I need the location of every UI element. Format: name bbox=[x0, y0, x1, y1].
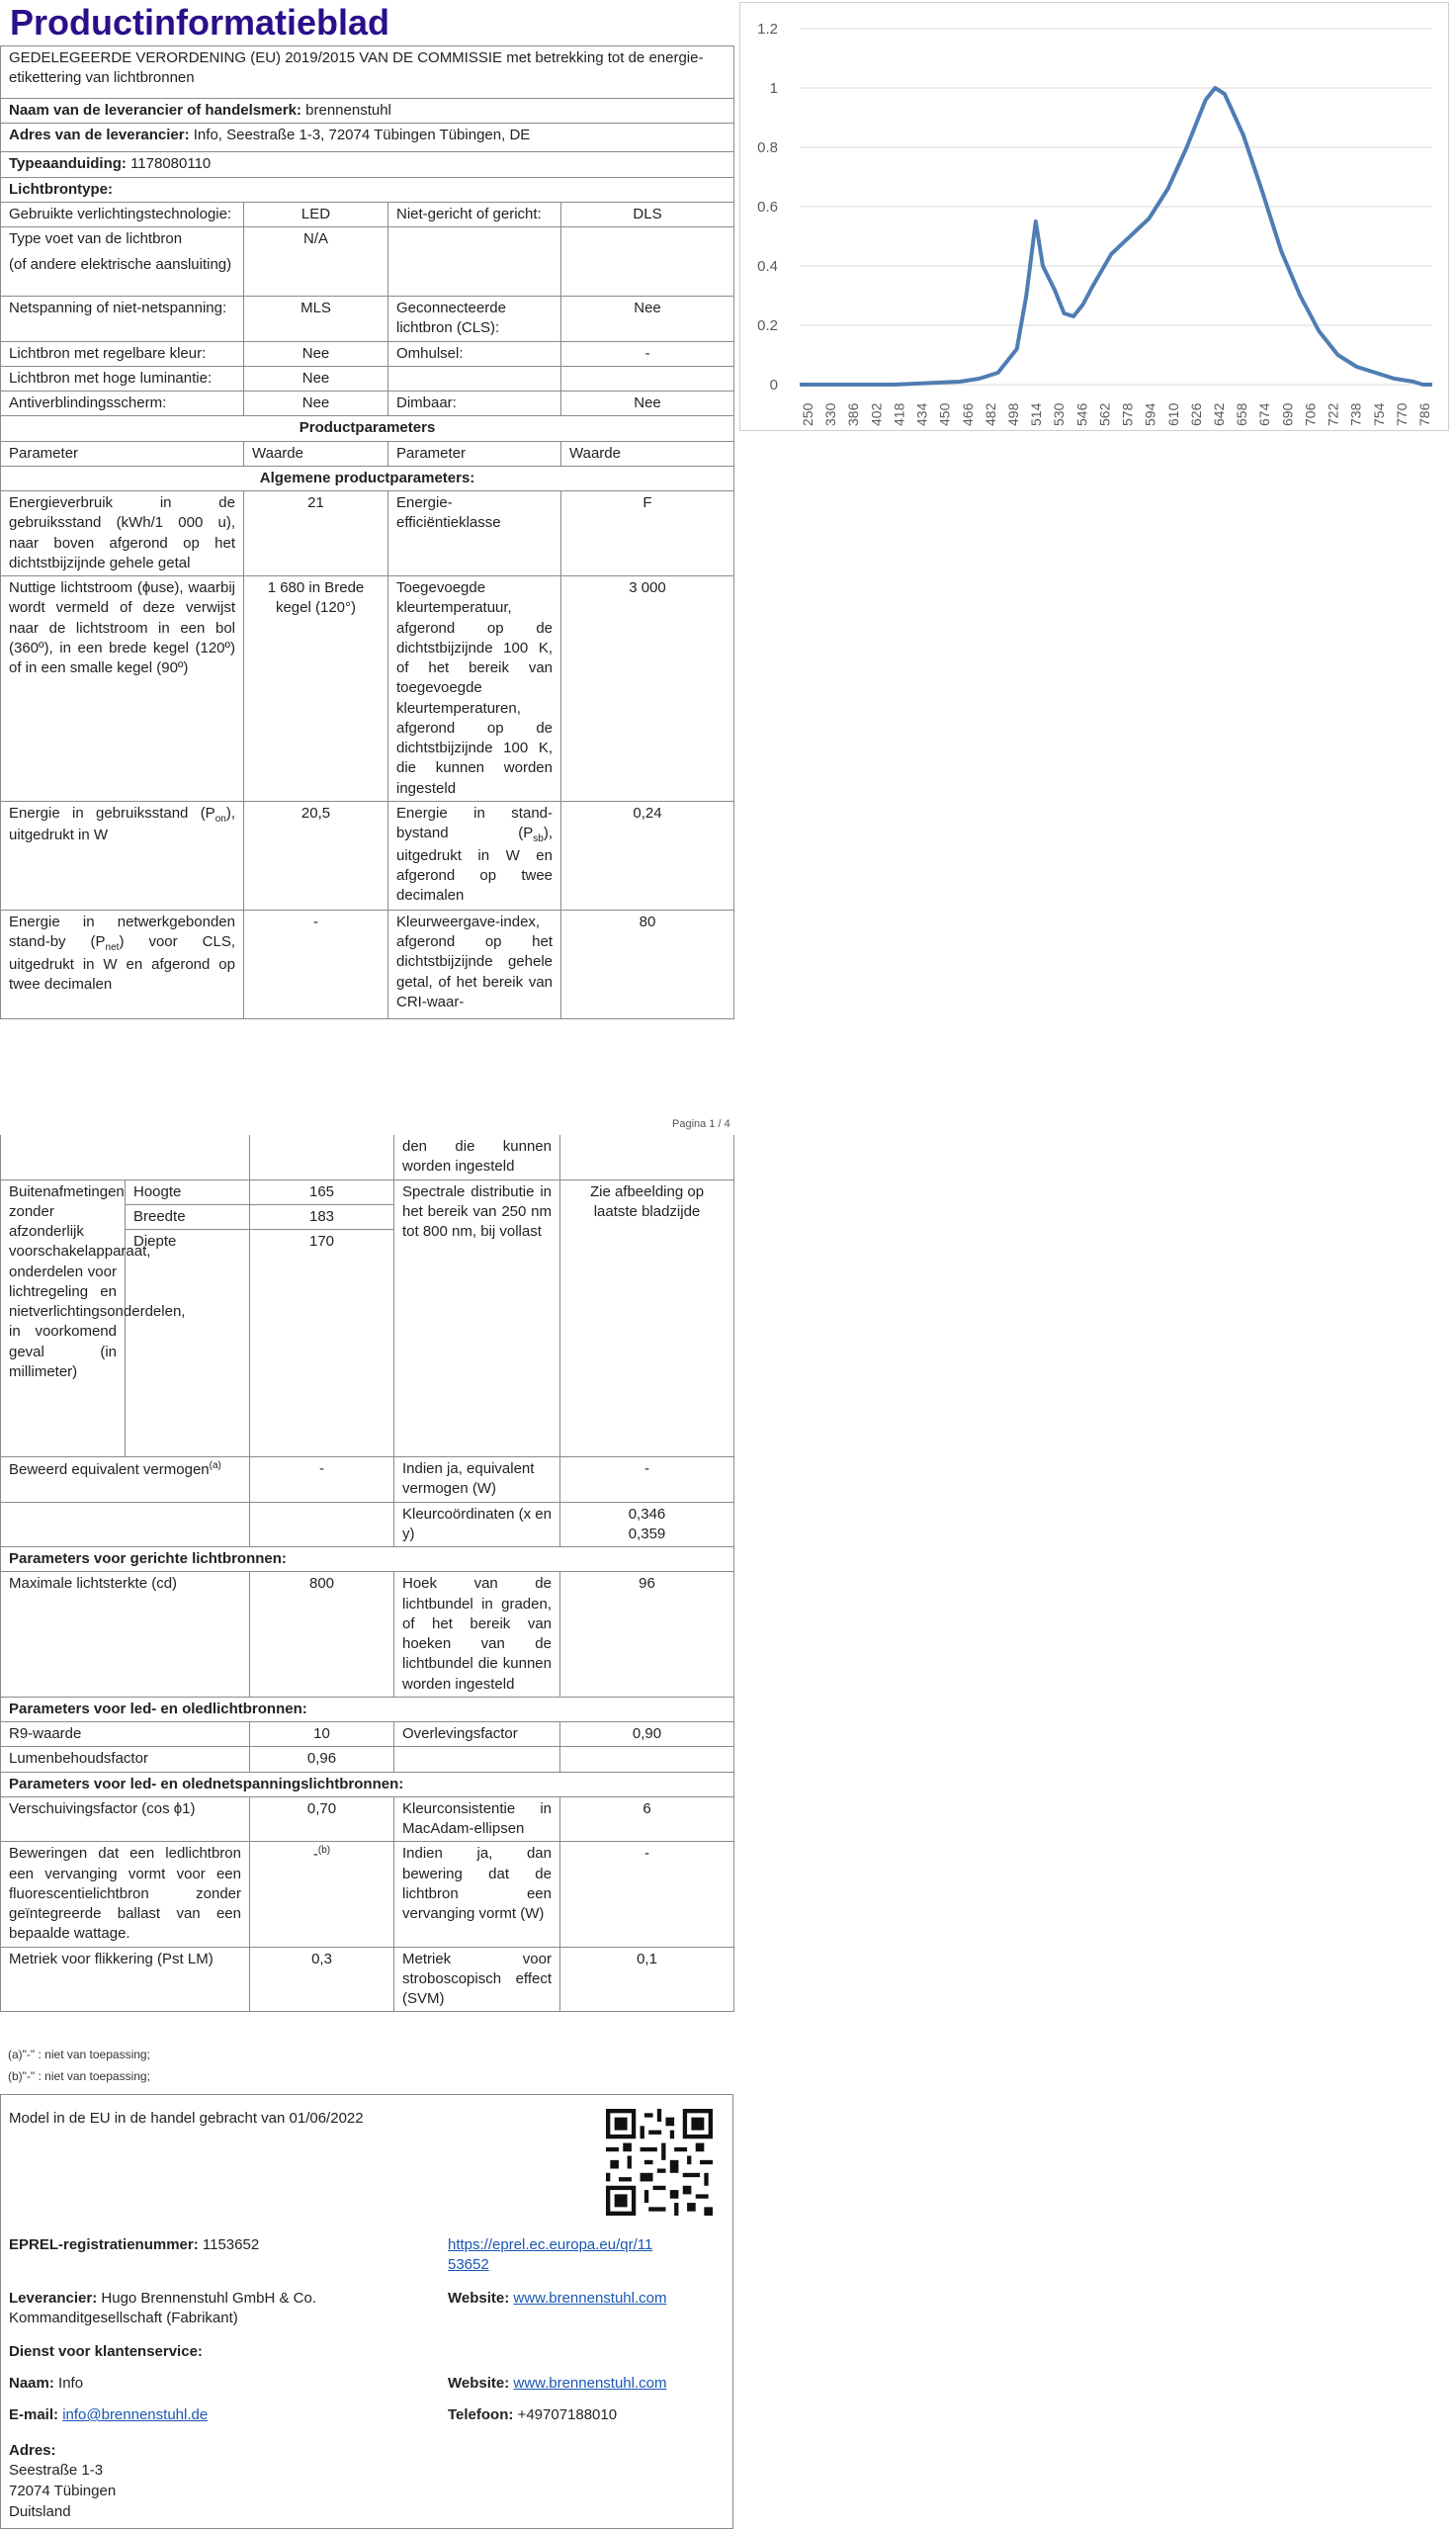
survival-value: 0,90 bbox=[560, 1722, 734, 1747]
page-number: Pagina 1 / 4 bbox=[672, 1118, 730, 1130]
name-row bbox=[9, 2374, 83, 2394]
tech-label: Gebruikte verlichtingstechnologie: bbox=[1, 202, 244, 226]
beam-label: Hoek van de lichtbundel in graden, of het bereik van hoeken van de lichtbundel die kunnen worden ingesteld bbox=[394, 1572, 560, 1698]
macadam-label: Kleurconsistentie in MacAdam-ellipsen bbox=[394, 1796, 560, 1842]
led-heading: Parameters voor led- en oledlichtbronnen: bbox=[1, 1697, 734, 1721]
survival-label: Overlevingsfactor bbox=[394, 1722, 560, 1747]
col-value-1: Waarde bbox=[244, 441, 388, 466]
pnet-sub: net bbox=[105, 942, 120, 953]
col-value-2: Waarde bbox=[561, 441, 734, 466]
x-tick-label: 402 bbox=[868, 402, 885, 426]
footnote-a: (a)"-" : niet van toepassing; bbox=[8, 2048, 150, 2061]
pon-value: 20,5 bbox=[244, 801, 388, 910]
x-tick-label: 434 bbox=[913, 402, 930, 426]
y-tick-label: 0.4 bbox=[757, 258, 778, 275]
x-tick-label: 706 bbox=[1302, 402, 1319, 426]
cct-label: Toegevoegde kleurtemperatuur, afgerond op de dichtstbijzijnde 100 K, of het bereik van toegevoegde kleurtemperaturen, afgerond op de dichtstbijzijnde 100 K, die kunnen worden ingesteld bbox=[388, 576, 561, 802]
psb-sub: sb bbox=[533, 833, 544, 844]
phone-label: Telefoon: bbox=[448, 2406, 514, 2423]
cri-value: 80 bbox=[561, 910, 734, 1018]
address-row bbox=[1, 124, 734, 152]
cap-value: N/A bbox=[244, 227, 388, 297]
colour-value: Nee bbox=[244, 341, 388, 366]
beam-value: 96 bbox=[560, 1572, 734, 1698]
qr-code-icon bbox=[606, 2109, 713, 2216]
name-label: Naam: bbox=[9, 2375, 54, 2392]
mains-label: Netspanning of niet-netspanning: bbox=[1, 297, 244, 342]
fluo-label: Beweringen dat een ledlichtbron een vervanging vormt voor een fluorescentielichtbron zonder geïntegreerde ballast van een bepaalde wattage. bbox=[1, 1842, 250, 1947]
strobo-label: Metriek voor stroboscopisch effect (SVM) bbox=[394, 1947, 560, 2012]
x-tick-label: 674 bbox=[1256, 402, 1273, 426]
psb-label-b: ), uitgedrukt in W en afgerond op twee decimalen bbox=[396, 825, 553, 904]
fluo-value bbox=[250, 1842, 394, 1947]
fluo-ja-label: Indien ja, dan bewering dat de lichtbron een vervanging vormt (W) bbox=[394, 1842, 560, 1947]
chroma-x: 0,346 bbox=[628, 1505, 666, 1523]
email-link[interactable]: info@brennenstuhl.de bbox=[62, 2406, 209, 2423]
x-tick-label: 770 bbox=[1393, 402, 1410, 426]
equiv-label: Indien ja, equivalent vermogen (W) bbox=[394, 1457, 560, 1503]
website-link[interactable]: www.brennenstuhl.com bbox=[513, 2290, 667, 2307]
cri-label-part1: Kleurweergave-index, afgerond op het dichtstbijzijnde gehele getal, of het bereik van CRI-waar- bbox=[388, 910, 561, 1018]
eprel-link[interactable] bbox=[448, 2236, 652, 2273]
supplier-value-footer: Hugo Brennenstuhl GmbH & Co. Kommanditgesellschaft (Fabrikant) bbox=[9, 2290, 317, 2327]
page-2-table bbox=[0, 1135, 734, 2012]
supplier-value: brennenstuhl bbox=[305, 102, 391, 119]
pon-label-a: Energie in gebruiksstand (P bbox=[9, 804, 215, 822]
x-tick-label: 546 bbox=[1073, 402, 1090, 426]
flicker-label: Metriek voor flikkering (Pst LM) bbox=[1, 1947, 250, 2012]
address-line-3: Duitsland bbox=[9, 2503, 71, 2520]
chroma-y: 0,359 bbox=[628, 1525, 666, 1542]
claimed-label bbox=[1, 1457, 250, 1503]
antiglare-value: Nee bbox=[244, 392, 388, 416]
colour-label: Lichtbron met regelbare kleur: bbox=[1, 341, 244, 366]
x-tick-label: 642 bbox=[1211, 402, 1227, 426]
general-params-heading: Algemene productparameters: bbox=[1, 466, 734, 490]
height-value: 165 bbox=[250, 1179, 394, 1204]
tech-value: LED bbox=[244, 202, 388, 226]
x-tick-label: 578 bbox=[1119, 402, 1136, 426]
strobo-value: 0,1 bbox=[560, 1947, 734, 2012]
supplier-label: Naam van de leverancier of handelsmerk: bbox=[9, 102, 301, 119]
equiv-value: - bbox=[560, 1457, 734, 1503]
spectral-label: Spectrale distributie in het bereik van 250 nm tot 800 nm, bij vollast bbox=[394, 1179, 560, 1457]
claimed-label-text: Beweerd equivalent vermogen bbox=[9, 1461, 210, 1478]
energy-value: 21 bbox=[244, 491, 388, 576]
x-tick-label: 482 bbox=[982, 402, 998, 426]
x-tick-label: 626 bbox=[1187, 402, 1204, 426]
x-tick-label: 450 bbox=[936, 402, 953, 426]
x-tick-label: 530 bbox=[1051, 402, 1068, 426]
website2-link[interactable]: www.brennenstuhl.com bbox=[513, 2375, 667, 2392]
nondir-label: Niet-gericht of gericht: bbox=[388, 202, 561, 226]
pon-label-b: ), uitgedrukt in W bbox=[9, 804, 235, 844]
chroma-label: Kleurcoördinaten (x en y) bbox=[394, 1502, 560, 1547]
supplier-label-footer: Leverancier: bbox=[9, 2290, 98, 2307]
address-value: Info, Seestraße 1-3, 72074 Tübingen Tübingen, DE bbox=[193, 127, 531, 144]
lumen-label: Lumenbehoudsfactor bbox=[1, 1747, 250, 1772]
highlum-label: Lichtbron met hoge luminantie: bbox=[1, 366, 244, 391]
spectral-value: Zie afbeelding op laatste bladzijde bbox=[560, 1179, 734, 1457]
x-tick-label: 610 bbox=[1164, 402, 1181, 426]
flux-value: 1 680 in Brede kegel (120°) bbox=[244, 576, 388, 802]
phone-value: +49707188010 bbox=[517, 2406, 618, 2423]
address-line-2: 72074 Tübingen bbox=[9, 2483, 117, 2499]
envelope-value: - bbox=[561, 341, 734, 366]
website2-row bbox=[448, 2374, 666, 2394]
r9-label: R9-waarde bbox=[1, 1722, 250, 1747]
x-tick-label: 786 bbox=[1416, 402, 1432, 426]
x-tick-label: 738 bbox=[1347, 402, 1364, 426]
flux-label: Nuttige lichtstroom (ϕuse), waarbij wordt vermeld of deze verwijst naar de lichtstroom in een bol (360º), in een brede kegel (120º) of in een smalle kegel (90º) bbox=[1, 576, 244, 802]
eprel-value: 1153652 bbox=[202, 2236, 260, 2253]
dpf-label: Verschuivingsfactor (cos ϕ1) bbox=[1, 1796, 250, 1842]
y-tick-label: 0.2 bbox=[757, 317, 778, 334]
r9-value: 10 bbox=[250, 1722, 394, 1747]
eprel-label: EPREL-registratienummer: bbox=[9, 2236, 199, 2253]
pnet-label-b: ) voor CLS, uitgedrukt in W en afgerond op twee decimalen bbox=[9, 933, 235, 993]
x-tick-label: 330 bbox=[822, 402, 839, 426]
dims-label: Buitenafmetingen zonder afzonderlijk voorschakelapparaat, onderdelen voor lichtregeling en nietverlichtingsonderdelen, in voorkomend geval (in millimeter) bbox=[1, 1179, 126, 1457]
pon-label bbox=[1, 801, 244, 910]
dpf-value: 0,70 bbox=[250, 1796, 394, 1842]
email-row bbox=[9, 2405, 208, 2425]
x-tick-label: 690 bbox=[1279, 402, 1296, 426]
type-row bbox=[1, 152, 734, 177]
market-date: Model in de EU in de handel gebracht van 01/06/2022 bbox=[9, 2110, 364, 2127]
eprel-link-part2: 53652 bbox=[448, 2256, 489, 2274]
psb-label bbox=[388, 801, 561, 910]
x-tick-label: 658 bbox=[1234, 402, 1250, 426]
spectrum-line bbox=[800, 88, 1432, 385]
header-table bbox=[0, 45, 734, 1019]
x-tick-label: 386 bbox=[845, 402, 862, 426]
y-tick-label: 0.8 bbox=[757, 139, 778, 156]
fluo-sup: (b) bbox=[317, 1845, 331, 1857]
service-heading: Dienst voor klantenservice: bbox=[9, 2343, 203, 2360]
footer-box bbox=[0, 2094, 733, 2529]
spectral-chart-svg bbox=[740, 3, 1448, 430]
depth-value: 170 bbox=[250, 1230, 394, 1457]
email-label: E-mail: bbox=[9, 2406, 59, 2423]
type-value: 1178080110 bbox=[130, 155, 212, 173]
dimmable-value: Nee bbox=[561, 392, 734, 416]
x-tick-label: 250 bbox=[800, 402, 815, 426]
psb-value: 0,24 bbox=[561, 801, 734, 910]
psb-label-a: Energie in stand-bystand (P bbox=[396, 804, 553, 841]
envelope-label: Omhulsel: bbox=[388, 341, 561, 366]
x-tick-label: 562 bbox=[1096, 402, 1113, 426]
y-tick-label: 1.2 bbox=[757, 21, 778, 38]
depth-label: Diepte bbox=[126, 1230, 250, 1457]
col-param-1: Parameter bbox=[1, 441, 244, 466]
eclass-label: Energie-efficiëntieklasse bbox=[388, 491, 561, 576]
width-label: Breedte bbox=[126, 1204, 250, 1229]
x-tick-label: 418 bbox=[891, 402, 907, 426]
spectral-chart bbox=[739, 2, 1449, 431]
col-param-2: Parameter bbox=[388, 441, 561, 466]
regulation-text: GEDELEGEERDE VERORDENING (EU) 2019/2015 VAN DE COMMISSIE met betrekking tot de energie-etikettering van lichtbronnen bbox=[1, 46, 734, 99]
dimmable-label: Dimbaar: bbox=[388, 392, 561, 416]
footnote-b: (b)"-" : niet van toepassing; bbox=[8, 2069, 150, 2083]
fluo-value-text: - bbox=[312, 1846, 318, 1864]
width-value: 183 bbox=[250, 1204, 394, 1229]
peak-label: Maximale lichtsterkte (cd) bbox=[1, 1572, 250, 1698]
website2-label: Website: bbox=[448, 2375, 510, 2392]
pnet-label-a: Energie in netwerkgebonden stand-by (P bbox=[9, 913, 235, 950]
energy-label: Energieverbruik in de gebruiksstand (kWh/1 000 u), naar boven afgerond op het dichtstbijzijnde gehele getal bbox=[1, 491, 244, 576]
page-title: Productinformatieblad bbox=[10, 2, 390, 43]
directional-heading: Parameters voor gerichte lichtbronnen: bbox=[1, 1547, 734, 1572]
website-label: Website: bbox=[448, 2290, 510, 2307]
eclass-value: F bbox=[561, 491, 734, 576]
nondir-value: DLS bbox=[561, 202, 734, 226]
cct-value: 3 000 bbox=[561, 576, 734, 802]
claimed-value: - bbox=[250, 1457, 394, 1503]
address-label: Adres van de leverancier: bbox=[9, 127, 190, 144]
connected-value: Nee bbox=[561, 297, 734, 342]
x-tick-label: 466 bbox=[959, 402, 976, 426]
y-tick-label: 0.6 bbox=[757, 199, 778, 216]
cap-label-line1: Type voet van de lichtbron bbox=[9, 230, 183, 247]
address-heading: Adres: bbox=[9, 2442, 56, 2459]
pon-sub: on bbox=[214, 813, 226, 825]
peak-value: 800 bbox=[250, 1572, 394, 1698]
mains-value: MLS bbox=[244, 297, 388, 342]
address-line-1: Seestraße 1-3 bbox=[9, 2462, 104, 2479]
chroma-value bbox=[560, 1502, 734, 1547]
eprel-link-row bbox=[448, 2235, 652, 2276]
macadam-value: 6 bbox=[560, 1796, 734, 1842]
flicker-value: 0,3 bbox=[250, 1947, 394, 2012]
x-tick-label: 722 bbox=[1325, 402, 1341, 426]
mains-heading: Parameters voor led- en olednetspanningslichtbronnen: bbox=[1, 1772, 734, 1796]
website-row bbox=[448, 2289, 666, 2309]
pnet-label bbox=[1, 910, 244, 1018]
pnet-value: - bbox=[244, 910, 388, 1018]
cri-label-part2: den die kunnen worden ingesteld bbox=[394, 1135, 560, 1179]
name-value: Info bbox=[58, 2375, 84, 2392]
claimed-sup: (a) bbox=[209, 1460, 221, 1471]
antiglare-label: Antiverblindingsscherm: bbox=[1, 392, 244, 416]
eprel-link-part1: https://eprel.ec.europa.eu/qr/11 bbox=[448, 2236, 653, 2253]
x-tick-label: 754 bbox=[1370, 402, 1387, 426]
x-tick-label: 498 bbox=[1005, 402, 1021, 426]
height-label: Hoogte bbox=[126, 1179, 250, 1204]
supplier-row bbox=[1, 99, 734, 124]
cap-label-line2: (of andere elektrische aansluiting) bbox=[9, 256, 232, 274]
cap-label bbox=[1, 227, 244, 297]
phone-row bbox=[448, 2405, 617, 2425]
y-tick-label: 1 bbox=[769, 80, 778, 97]
eprel-row bbox=[9, 2235, 259, 2255]
lumen-value: 0,96 bbox=[250, 1747, 394, 1772]
connected-label: Geconnecteerde lichtbron (CLS): bbox=[388, 297, 561, 342]
y-tick-label: 0 bbox=[769, 377, 778, 393]
x-tick-label: 594 bbox=[1142, 402, 1158, 426]
highlum-value: Nee bbox=[244, 366, 388, 391]
type-label: Typeaanduiding: bbox=[9, 155, 127, 173]
lightsource-type-heading: Lichtbrontype: bbox=[1, 177, 734, 202]
x-tick-label: 514 bbox=[1028, 402, 1045, 426]
supplier-row-footer bbox=[9, 2289, 434, 2329]
productparameters-heading: Productparameters bbox=[1, 416, 734, 441]
fluo-ja-value: - bbox=[560, 1842, 734, 1947]
